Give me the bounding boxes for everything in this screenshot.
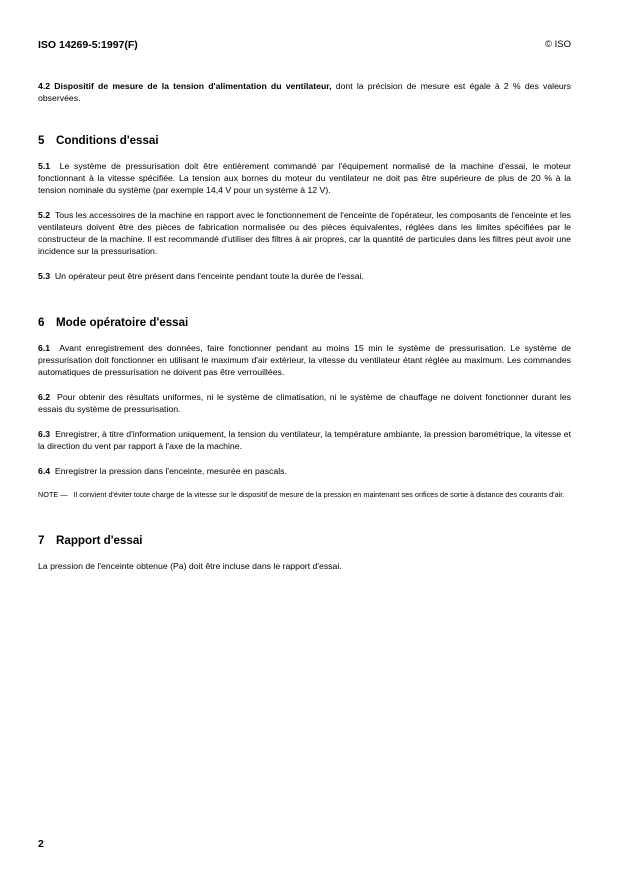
clause-4-2 — [38, 80, 571, 104]
clause-text: Le système de pressurisation doit être entièrement commandé par l'équipement normalisé de la machine d'essai, le moteur fonctionnant à la vitesse spécifiée. La tension aux bornes du moteur du ventilateur ne doit pas être supérieure de plus de 20 % à la tension nominale du système (par exemple 14,4 V pour un système à 12 V). — [38, 161, 571, 195]
section-title: Rapport d'essai — [56, 534, 143, 547]
clause-number: 5.3 — [38, 271, 51, 281]
clause-text: Avant enregistrement des données, faire fonctionner pendant au moins 15 min le système de pressurisation. Le système de pressurisation doit fonctionner en utilisant le maximum d'air extérieur, la vitesse du ventilateur étant réglée au maximum. Les commandes automatiques de pressurisation ne doivent pas être verrouillées. — [38, 343, 572, 377]
section-title: Mode opératoire d'essai — [56, 316, 189, 329]
clause-text: Pour obtenir des résultats uniformes, ni le système de climatisation, ni le système de chauffage ne doivent fonctionner durant les essais du système de pressurisation. — [38, 392, 571, 414]
clause-6-1 — [38, 342, 571, 378]
clause-number: 6.2 — [38, 392, 51, 402]
clause-text: Enregistrer la pression dans l'enceinte, mesurée en pascals. — [54, 466, 287, 476]
page-number: 2 — [38, 838, 44, 850]
clause-5-1 — [38, 160, 571, 196]
copyright-notice: © ISO — [544, 39, 571, 50]
clause-number: 6.3 — [38, 429, 51, 439]
clause-6-4 — [38, 465, 571, 477]
clause-number: 6.1 — [38, 343, 51, 353]
clause-5-3 — [38, 270, 571, 282]
clause-text: Tous les accessoires de la machine en rapport avec le fonctionnement de l'enceinte de l'opérateur, les composants de l'enceinte et les ventilateurs doivent être des pièces de fabrication normalisée ou des pièces équivalentes, réglées dans les limites spécifiées par le constructeur de la machine. Il est recommandé d'utiliser des filtres à air propres, car la quantité de particules dans les filtres peut avoir une incidence sur la pressurisation. — [38, 210, 571, 256]
document-id: ISO 14269-5:1997(F) — [38, 39, 138, 51]
clause-title: Dispositif de mesure de la tension d'alimentation du ventilateur, — [54, 81, 332, 91]
section-6-heading — [38, 316, 571, 330]
section-7-heading — [38, 534, 571, 548]
note-text: Il convient d'éviter toute charge de la vitesse sur le dispositif de mesure de la pression en maintenant ses orifices de sortie à distance des courants d'air. — [73, 490, 565, 499]
clause-5-2 — [38, 209, 571, 257]
section-5-heading — [38, 134, 571, 148]
clause-text: dont la précision de mesure est égale à 2 % des valeurs observées. — [38, 81, 572, 103]
note — [38, 490, 571, 500]
section-title: Conditions d'essai — [56, 134, 159, 147]
clause-6-2 — [38, 391, 571, 415]
section-number: 5 — [38, 134, 45, 147]
document-body — [38, 80, 571, 572]
section-number: 6 — [38, 316, 45, 329]
clause-number: 4.2 — [38, 81, 51, 91]
page-header — [38, 39, 571, 53]
section-7-text: La pression de l'enceinte obtenue (Pa) doit être incluse dans le rapport d'essai. — [38, 561, 342, 571]
note-label: NOTE — — [38, 490, 68, 499]
section-number: 7 — [38, 534, 45, 547]
clause-number: 6.4 — [38, 466, 51, 476]
clause-6-3 — [38, 428, 571, 452]
clause-number: 5.1 — [38, 161, 51, 171]
clause-text: Enregistrer, à titre d'information uniquement, la tension du ventilateur, la température ambiante, la pression barométrique, la vitesse et la direction du vent par rapport à l'axe de la machine. — [38, 429, 572, 451]
clause-text: Un opérateur peut être présent dans l'enceinte pendant toute la durée de l'essai. — [54, 271, 364, 281]
clause-number: 5.2 — [38, 210, 51, 220]
